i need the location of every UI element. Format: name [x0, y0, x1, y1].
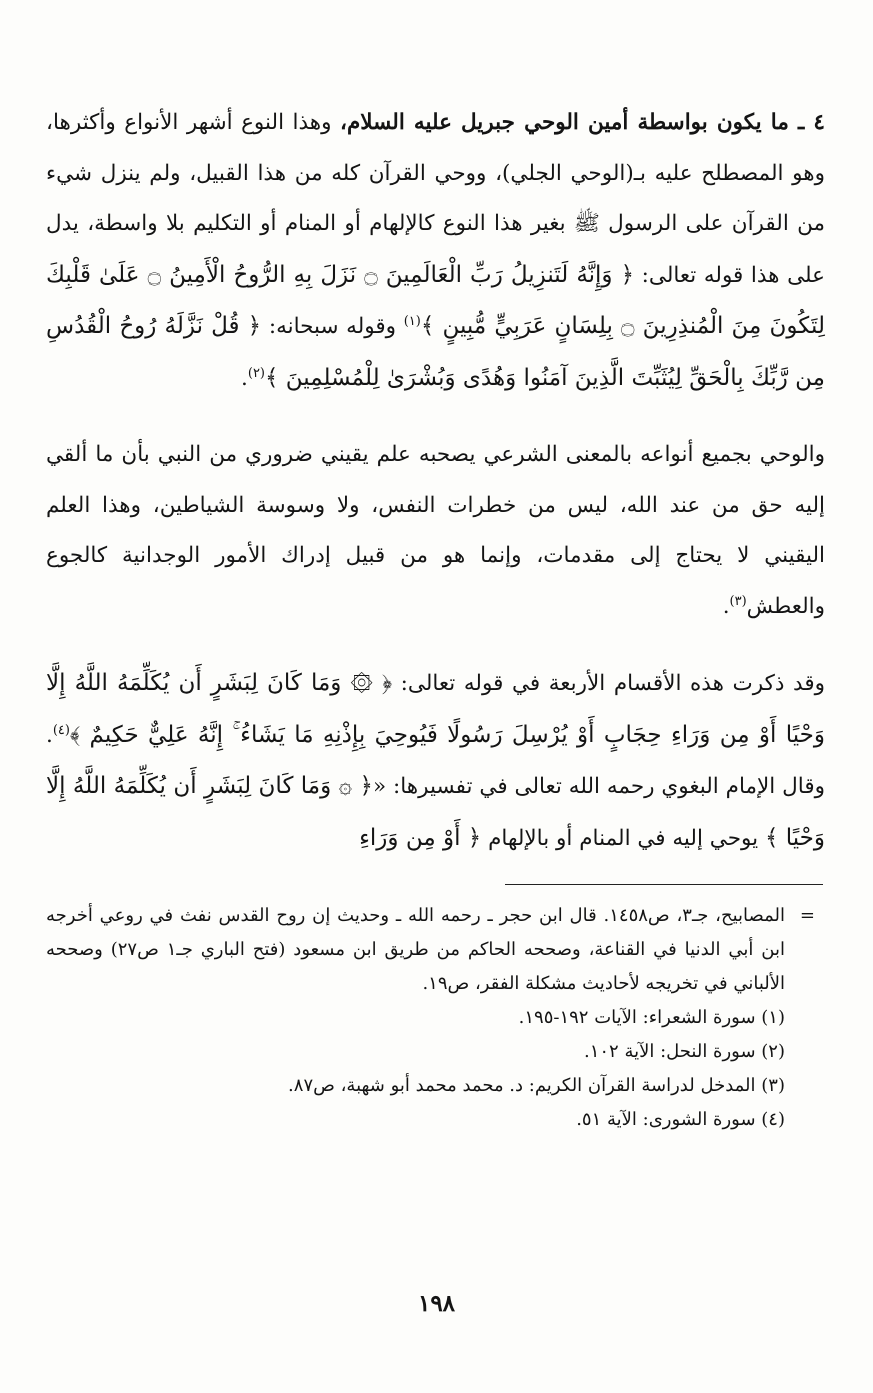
quran-verse: ﴿ ۞ وَمَا كَانَ لِبَشَرٍ أَن يُكَلِّمَهُ اللَّهُ إِلَّا وَحْيًا أَوْ مِن وَرَاءِ حِجَابٍ أَوْ يُرْسِلَ رَسُولًا فَيُوحِيَ بِإِذْنِهِ مَا يَشَاءُ ۚ إِنَّهُ عَلِيٌّ حَكِيمٌ ﴾ [46, 670, 825, 748]
punctuation: . [722, 593, 730, 619]
paragraph-2 [46, 430, 825, 632]
punctuation: . [241, 365, 248, 391]
footnote-3: (٣) المدخل لدراسة القرآن الكريم: د. محمد محمد أبو شهبة، ص٨٧. [288, 1075, 785, 1096]
quran-verse: ﴿ أَوْ مِن وَرَاءِ [359, 824, 482, 851]
continuation-mark: = [799, 905, 815, 926]
footnote-ref[interactable]: (١) [403, 313, 421, 329]
paragraph-3 [46, 658, 825, 864]
footnote-2: (٢) سورة النحل: الآية ١٠٢. [583, 1041, 785, 1062]
quran-verse: ﴿ وَإِنَّهُ لَتَنزِيلُ رَبِّ الْعَالَمِينَ ۝ نَزَلَ بِهِ الرُّوحُ الْأَمِينُ ۝ عَلَىٰ قَلْبِكَ لِتَكُونَ مِنَ الْمُنذِرِينَ ۝ بِلِسَانٍ عَرَبِيٍّ مُّبِينٍ ﴾ [46, 261, 825, 339]
quran-verse: ﴿ ۞ وَمَا كَانَ لِبَشَرٍ أَن يُكَلِّمَهُ اللَّهُ إِلَّا وَحْيًا ﴾ [46, 773, 825, 851]
paragraph-text: وقد ذكرت هذه الأقسام الأربعة في قوله تعالى: [400, 671, 825, 696]
footnote-ref[interactable]: (٣) [729, 593, 747, 609]
paragraph-text: وهذا النوع أشهر الأنواع وأكثرها، وهو المصطلح عليه بـ(الوحي الجلي)، ووحي القرآن كله من هذا القبيل، ولم ينزل شيء من القرآن على الرسول ﷺ بغير هذا النوع كالإلهام أو المنام أو التكليم بلا واسطة، يدل على هذا قوله تعالى: [46, 110, 825, 288]
footnote-continuation [46, 899, 825, 1001]
numbered-heading: ٤ ـ ما يكون بواسطة أمين الوحي جبريل عليه السلام، [340, 110, 825, 135]
footnote-ref[interactable]: (٤) [52, 722, 70, 738]
paragraph-1 [46, 98, 825, 404]
paragraph-text: وقوله سبحانه: [268, 314, 397, 339]
paragraph-text: والوحي بجميع أنواعه بالمعنى الشرعي يصحبه علم يقيني ضروري من النبي بأن ما ألقي إليه حق من عند الله، ليس من خطرات النفس، ولا وسوسة الشياطين، وهذا العلم اليقيني لا يحتاج إلى مقدمات، وإنما هو من قبيل إدراك الأمور الوجدانية كالجوع والعطش [46, 442, 825, 619]
page-number: ١٩٨ [417, 1290, 456, 1317]
paragraph-text: . وقال الإمام البغوي رحمه الله تعالى في تفسيرها: « [46, 722, 825, 799]
footnote-1: (١) سورة الشعراء: الآيات ١٩٢-١٩٥. [518, 1007, 785, 1028]
footnote-separator [505, 884, 823, 885]
paragraph-text: يوحي إليه في المنام أو بالإلهام [488, 825, 759, 851]
quran-verse: ﴿ قُلْ نَزَّلَهُ رُوحُ الْقُدُسِ مِن رَّبِّكَ بِالْحَقِّ لِيُثَبِّتَ الَّذِينَ آمَنُوا وَهُدًى وَبُشْرَىٰ لِلْمُسْلِمِينَ ﴾ [46, 313, 825, 391]
footnote-4: (٤) سورة الشورى: الآية ٥١. [576, 1109, 785, 1130]
footnotes [46, 899, 825, 1137]
footnote-text: المصابيح، جـ٣، ص١٤٥٨. قال ابن حجر ـ رحمه الله ـ وحديث إن روح القدس نفث في روعي أخرجه ابن أبي الدنيا في القناعة، وصححه الحاكم من طريق ابن مسعود (فتح الباري جـ١ ص٢٧) وصححه الألباني في تخريجه لأحاديث مشكلة الفقر، ص١٩. [46, 905, 786, 994]
footnote-ref[interactable]: (٢) [247, 365, 265, 381]
